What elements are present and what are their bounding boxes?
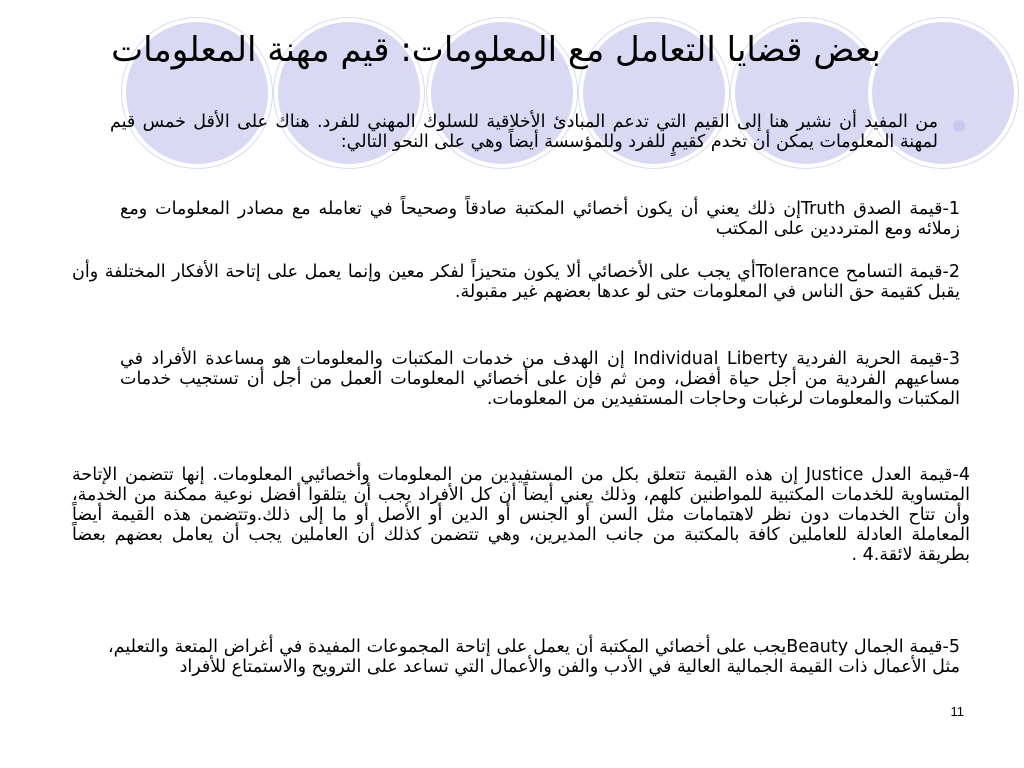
value-item-justice [72,466,970,566]
item-text: قيمة العدل Justice إن هذه القيمة تتعلق بكل من المستفيدين من المعلومات وأخصائيي المعلومات. إنها تتضمن الإتاحة المتساوية للخدمات المكتبية للمواطنين كلهم، وذلك يعني أيضاً أن كل الأفراد يجب أن يتلقوا أفضل نوعية ممكنة من الخدمة، وأن تتاح الخدمات دون نظر لاهتمامات مثل السن أو الجنس أو الدين أو الأصل أو ما إلى ذلك.وتتضمن هذه القيمة أيضاً المعاملة العادلة للعاملين كافة بالمكتبة من جانب المديرين، وهي تتضمن كذلك أن العاملين يجب أن يعامل بعضهم بعضاً بطريقة لائقة.4 . [72,465,970,565]
item-number: 5- [942,637,960,657]
slide-title: بعض قضايا التعامل مع المعلومات: قيم مهنة المعلومات [111,30,881,70]
item-text: قيمة التسامح Toleranceأي يجب على الأخصائي ألا يكون متحيزاً لفكر معين وإنما يعمل على إتاحة الأفكار المختلفة وأن يقبل كقيمة حق الناس في المعلومات حتى لو عدها بعضهم غير مقبولة. [72,262,960,302]
item-text: قيمة الجمال Beautyيجب على أخصائي المكتبة أن يعمل على إتاحة المجموعات المفيدة في أغراض المتعة والتعليم، مثل الأعمال ذات القيمة الجمالية العالية في الأدب والفن والأعمال التي تساعد على الترويح والاستمتاع للأفراد [108,637,960,677]
value-item-beauty [108,638,960,678]
item-number: 2- [942,262,960,282]
item-text: قيمة الصدق Truthإن ذلك يعني أن يكون أخصائي المكتبة صادقاً وصحيحاً في تعامله مع مصادر المعلومات ومع زملائه ومع المترددين على المكتب [120,199,960,239]
item-number: 3- [942,349,960,369]
item-number: 4- [952,465,970,485]
value-item-individual-liberty [120,350,960,410]
bullet-icon [953,120,965,132]
item-text: قيمة الحرية الفردية Individual Liberty إن الهدف من خدمات المكتبات والمعلومات هو مساعدة الأفراد في مساعيهم الفردية من أجل حياة أفضل، ومن ثم فإن على أخصائي المعلومات العمل من أجل أن تستجيب خدمات المكتبات والمعلومات لرغبات وحاجات المستفيدين من المعلومات. [120,349,960,409]
value-item-truth [120,200,960,240]
item-number: 1- [942,199,960,219]
intro-paragraph: من المفيد أن نشير هنا إلى القيم التي تدعم المبادئ الأخلاقية للسلوك المهني للفرد. هناك على الأقل خمس قيم لمهنة المعلومات يمكن أن تخدم كقيمٍ للفرد وللمؤسسة أيضاً وهي على النحو التالي: [110,112,938,152]
page-number: 11 [950,704,964,719]
value-item-tolerance [72,263,960,303]
